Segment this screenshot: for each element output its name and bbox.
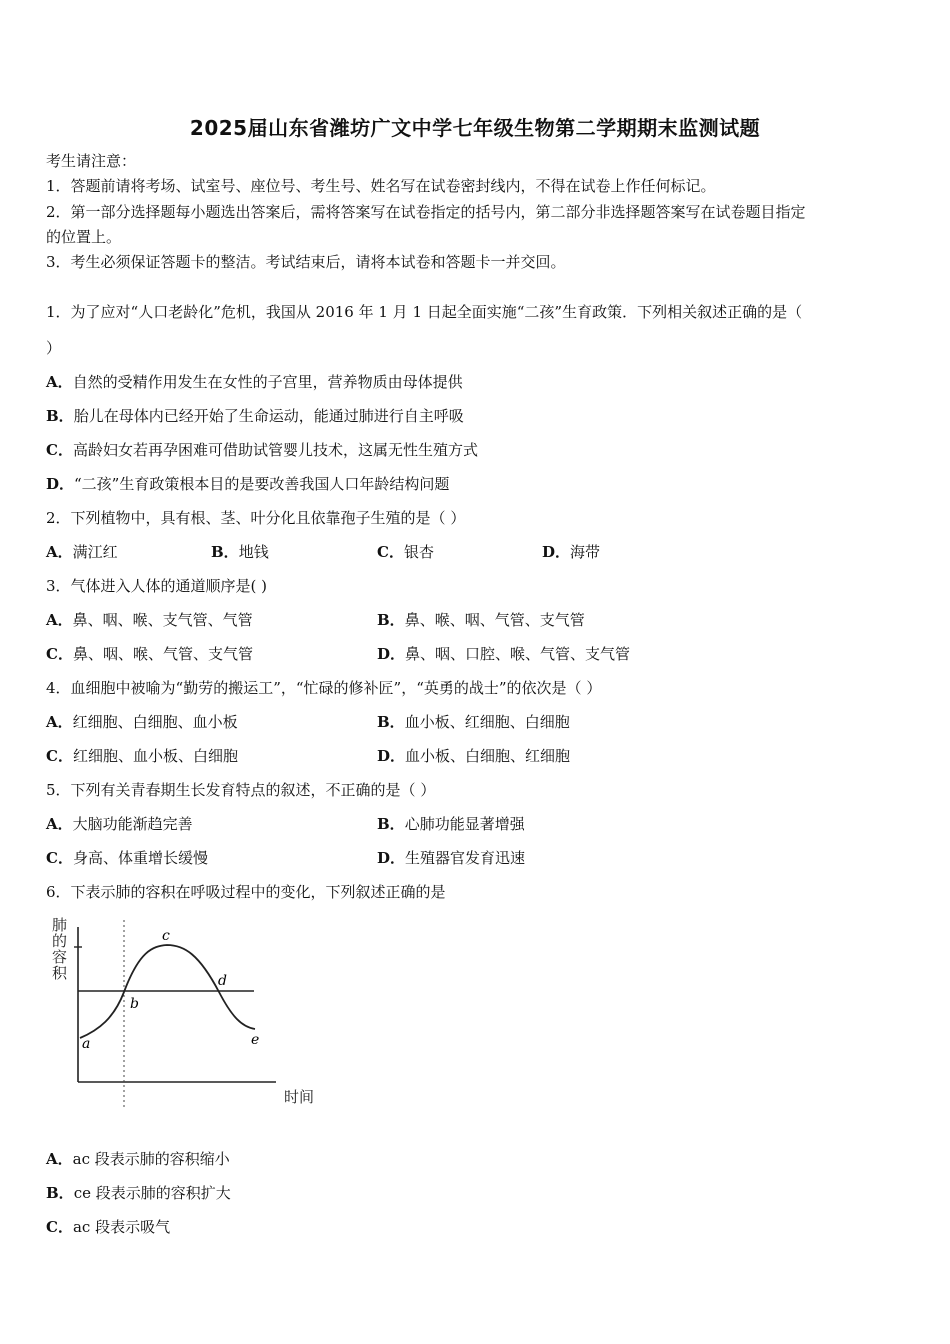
option-text: 红细胞、白细胞、血小板 [72,713,238,731]
option-text: 红细胞、血小板、白细胞 [72,747,238,765]
q5-stem: 5．下列有关青春期生长发育特点的叙述，不正确的是（ ） [46,781,436,799]
option-letter: A． [46,543,73,561]
option-text: 海带 [570,543,601,561]
option-letter: A． [46,713,73,731]
q4-option-d[interactable] [377,746,570,766]
q2-option-d[interactable] [542,542,600,562]
q3-option-b[interactable] [377,610,585,630]
q3-option-a[interactable] [46,610,253,630]
option-text: ce 段表示肺的容积扩大 [73,1184,231,1202]
q2-option-a[interactable] [46,542,118,562]
option-letter: A． [46,1150,73,1168]
option-letter: C． [46,849,73,867]
option-letter: C． [377,543,404,561]
q5-option-c[interactable] [46,848,208,868]
q1-option-d[interactable] [46,474,449,494]
q1-option-a[interactable] [46,372,463,392]
option-text: 心肺功能显著增强 [404,815,525,833]
option-letter: C． [46,441,73,459]
option-text: 鼻、咽、喉、气管、支气管 [72,645,253,663]
q1-stem-cont: ） [46,339,62,357]
option-text: 高龄妇女若再孕困难可借助试管婴儿技术，这属无性生殖方式 [72,441,478,459]
q3-stem: 3．气体进入人体的通道顺序是( ) [46,577,268,595]
point-label-b: b [130,996,139,1012]
graph-xlabel: 时间 [284,1088,315,1106]
q1-option-b[interactable] [46,406,464,426]
option-text: 胎儿在母体内已经开始了生命运动，能通过肺进行自主呼吸 [73,407,464,425]
option-letter: D． [46,475,75,493]
option-letter: D． [377,747,406,765]
option-text: “二孩”生育政策根本目的是要改善我国人口年龄结构问题 [74,475,450,493]
option-letter: D． [542,543,571,561]
q2-option-b[interactable] [211,542,269,562]
option-text: 身高、体重增长缓慢 [72,849,208,867]
option-letter: B． [377,611,405,629]
q3-option-c[interactable] [46,644,253,664]
option-text: 鼻、喉、咽、气管、支气管 [404,611,585,629]
option-letter: B． [46,407,74,425]
q1-stem: 1．为了应对“人口老龄化”危机，我国从 2016 年 1 月 1 日起全面实施“二孩”生育政策．下列相关叙述正确的是（ [46,303,803,321]
q2-stem: 2．下列植物中，具有根、茎、叶分化且依靠孢子生殖的是（ ） [46,509,466,527]
q5-option-d[interactable] [377,848,525,868]
point-label-a: a [82,1036,91,1052]
option-text: 鼻、咽、喉、支气管、气管 [72,611,253,629]
option-text: 血小板、红细胞、白细胞 [404,713,570,731]
option-text: 满江红 [72,543,118,561]
q1-option-c[interactable] [46,440,478,460]
page-title: 2025届山东省潍坊广文中学七年级生物第二学期期末监测试题 [189,116,761,140]
q5-option-a[interactable] [46,814,193,834]
option-text: 自然的受精作用发生在女性的子宫里，营养物质由母体提供 [72,373,463,391]
option-letter: B． [377,713,405,731]
q4-option-a[interactable] [46,712,238,732]
notice-item-1: 1．答题前请将考场、试室号、座位号、考生号、姓名写在试卷密封线内，不得在试卷上作任何标记。 [46,177,716,195]
point-label-e: e [251,1032,260,1048]
notice-item-2-cont: 的位置上。 [46,228,122,246]
q3-option-d[interactable] [377,644,630,664]
graph-ylabel: 肺 的 容 积 [52,916,68,982]
option-letter: A． [46,373,73,391]
option-text: ac 段表示肺的容积缩小 [72,1150,230,1168]
q6-option-b[interactable] [46,1183,231,1203]
option-letter: C． [46,747,73,765]
q6-option-a[interactable] [46,1149,230,1169]
option-text: 银杏 [403,543,434,561]
q5-option-b[interactable] [377,814,525,834]
notice-item-3: 3．考生必须保证答题卡的整洁。考试结束后，请将本试卷和答题卡一并交回。 [46,253,566,271]
q6-option-c[interactable] [46,1217,170,1237]
option-letter: C． [46,645,73,663]
point-label-d: d [218,973,227,989]
q4-option-b[interactable] [377,712,570,732]
option-letter: B． [46,1184,74,1202]
option-letter: D． [377,849,406,867]
option-text: 大脑功能渐趋完善 [72,815,193,833]
option-text: 血小板、白细胞、红细胞 [405,747,571,765]
option-text: ac 段表示吸气 [72,1218,171,1236]
option-text: 鼻、咽、口腔、喉、气管、支气管 [405,645,631,663]
option-letter: B． [377,815,405,833]
lung-volume-graph [44,912,344,1117]
q4-option-c[interactable] [46,746,238,766]
option-letter: C． [46,1218,73,1236]
notice-item-2: 2．第一部分选择题每小题选出答案后，需将答案写在试卷指定的括号内，第二部分非选择题答案写在试卷题目指定 [46,203,806,221]
notice-heading: 考生请注意： [46,152,137,170]
option-letter: A． [46,611,73,629]
option-text: 地钱 [238,543,269,561]
q2-option-c[interactable] [377,542,434,562]
q4-stem: 4．血细胞中被喻为“勤劳的搬运工”，“忙碌的修补匠”，“英勇的战士”的依次是（ ） [46,679,602,697]
point-label-c: c [162,928,170,944]
option-letter: D． [377,645,406,663]
q6-stem: 6．下表示肺的容积在呼吸过程中的变化，下列叙述正确的是 [46,883,446,901]
option-letter: B． [211,543,239,561]
option-letter: A． [46,815,73,833]
option-text: 生殖器官发育迅速 [405,849,526,867]
